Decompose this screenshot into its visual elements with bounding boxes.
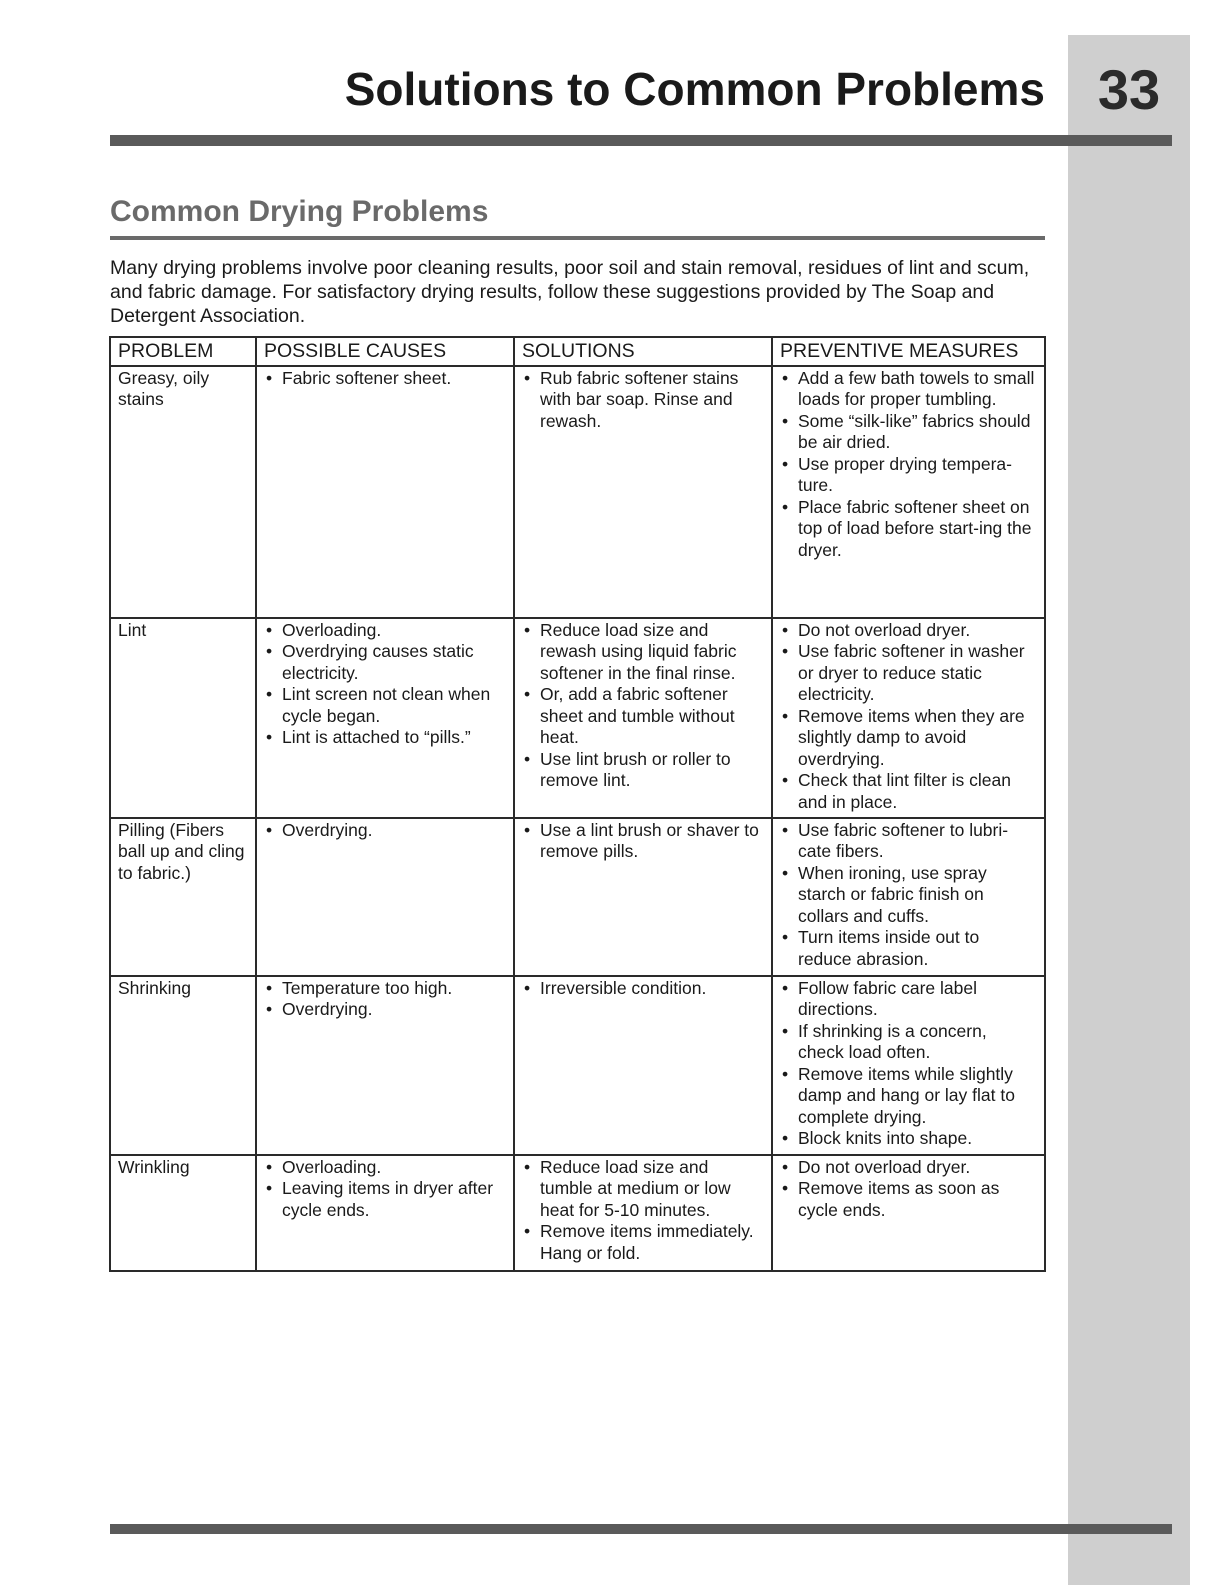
list-item: • Remove items when they are slightly damp to avoid overdrying.	[780, 706, 1037, 771]
list-item: • Overdrying causes static electricity.	[264, 641, 506, 684]
page-number: 33	[1097, 58, 1161, 121]
causes-cell	[256, 818, 514, 976]
problem-cell: Wrinkling	[110, 1155, 256, 1271]
list-item: • Overdrying.	[264, 999, 506, 1021]
solutions-list	[522, 620, 764, 792]
list-item: • Fabric softener sheet.	[264, 368, 506, 390]
list-item: • Some “silk-like” fabrics should be air dried.	[780, 411, 1037, 454]
list-item: • Do not overload dryer.	[780, 1157, 1037, 1179]
solutions-cell	[514, 976, 772, 1155]
section-rule	[110, 236, 1045, 240]
column-header-problem: PROBLEM	[110, 337, 256, 366]
intro-paragraph: Many drying problems involve poor cleaning results, poor soil and stain removal, residues of lint and scum, and fabric damage. For satisfactory drying results, follow these suggestions provided by The Soap and Detergent Association.	[110, 257, 1030, 327]
column-header-measures: PREVENTIVE MEASURES	[772, 337, 1045, 366]
list-item: • Overdrying.	[264, 820, 506, 842]
table-row	[110, 618, 1045, 818]
causes-list	[264, 978, 506, 1021]
solutions-cell	[514, 366, 772, 618]
measures-list	[780, 820, 1037, 971]
list-item: • Reduce load size and tumble at medium or low heat for 5-10 minutes.	[522, 1157, 764, 1222]
table-row	[110, 1155, 1045, 1271]
list-item: • Remove items while slightly damp and hang or lay flat to complete drying.	[780, 1064, 1037, 1129]
causes-cell	[256, 366, 514, 618]
column-header-causes: POSSIBLE CAUSES	[256, 337, 514, 366]
column-header-solutions: SOLUTIONS	[514, 337, 772, 366]
causes-list	[264, 820, 506, 842]
list-item: • Irreversible condition.	[522, 978, 764, 1000]
side-tab	[1068, 35, 1190, 1585]
list-item: • Overloading.	[264, 1157, 506, 1179]
list-item: • Remove items immediately. Hang or fold.	[522, 1221, 764, 1264]
table-row	[110, 818, 1045, 976]
problem-cell: Greasy, oily stains	[110, 366, 256, 618]
table-row	[110, 976, 1045, 1155]
list-item: • Temperature too high.	[264, 978, 506, 1000]
solutions-list	[522, 368, 764, 433]
list-item: • When ironing, use spray starch or fabric finish on collars and cuffs.	[780, 863, 1037, 928]
list-item: • Use proper drying tempera-ture.	[780, 454, 1037, 497]
page-title: Solutions to Common Problems	[344, 63, 1045, 115]
list-item: • Leaving items in dryer after cycle ends.	[264, 1178, 506, 1221]
measures-list	[780, 620, 1037, 814]
table-row	[110, 366, 1045, 618]
solutions-cell	[514, 818, 772, 976]
causes-cell	[256, 1155, 514, 1271]
list-item: • Or, add a fabric softener sheet and tumble without heat.	[522, 684, 764, 749]
problem-cell: Shrinking	[110, 976, 256, 1155]
list-item: • Use lint brush or roller to remove lint.	[522, 749, 764, 792]
list-item: • Use fabric softener to lubri-cate fibers.	[780, 820, 1037, 863]
list-item: • Follow fabric care label directions.	[780, 978, 1037, 1021]
causes-cell	[256, 618, 514, 818]
list-item: • Lint screen not clean when cycle began.	[264, 684, 506, 727]
list-item: • Use a lint brush or shaver to remove pills.	[522, 820, 764, 863]
causes-list	[264, 620, 506, 749]
section-title: Common Drying Problems	[110, 195, 489, 228]
list-item: • Check that lint filter is clean and in place.	[780, 770, 1037, 813]
list-item: • Block knits into shape.	[780, 1128, 1037, 1150]
list-item: • Turn items inside out to reduce abrasion.	[780, 927, 1037, 970]
measures-list	[780, 978, 1037, 1150]
list-item: • Rub fabric softener stains with bar soap. Rinse and rewash.	[522, 368, 764, 433]
causes-list	[264, 368, 506, 390]
measures-list	[780, 368, 1037, 562]
header-rule	[110, 135, 1172, 146]
list-item: • Place fabric softener sheet on top of load before start-ing the dryer.	[780, 497, 1037, 562]
measures-cell	[772, 366, 1045, 618]
list-item: • Overloading.	[264, 620, 506, 642]
list-item: • Do not overload dryer.	[780, 620, 1037, 642]
causes-list	[264, 1157, 506, 1222]
measures-cell	[772, 976, 1045, 1155]
list-item: • Remove items as soon as cycle ends.	[780, 1178, 1037, 1221]
measures-cell	[772, 618, 1045, 818]
causes-cell	[256, 976, 514, 1155]
problem-cell: Lint	[110, 618, 256, 818]
solutions-cell	[514, 1155, 772, 1271]
problems-table	[109, 336, 1046, 1272]
table-header-row	[110, 337, 1045, 366]
solutions-list	[522, 978, 764, 1000]
list-item: • Reduce load size and rewash using liquid fabric softener in the final rinse.	[522, 620, 764, 685]
footer-rule	[110, 1524, 1172, 1534]
measures-cell	[772, 818, 1045, 976]
list-item: • Use fabric softener in washer or dryer to reduce static electricity.	[780, 641, 1037, 706]
list-item: • Add a few bath towels to small loads for proper tumbling.	[780, 368, 1037, 411]
solutions-cell	[514, 618, 772, 818]
problem-cell: Pilling (Fibers ball up and cling to fabric.)	[110, 818, 256, 976]
solutions-list	[522, 820, 764, 863]
solutions-list	[522, 1157, 764, 1265]
table-body	[110, 366, 1045, 1271]
list-item: • Lint is attached to “pills.”	[264, 727, 506, 749]
measures-cell	[772, 1155, 1045, 1271]
list-item: • If shrinking is a concern, check load often.	[780, 1021, 1037, 1064]
measures-list	[780, 1157, 1037, 1222]
